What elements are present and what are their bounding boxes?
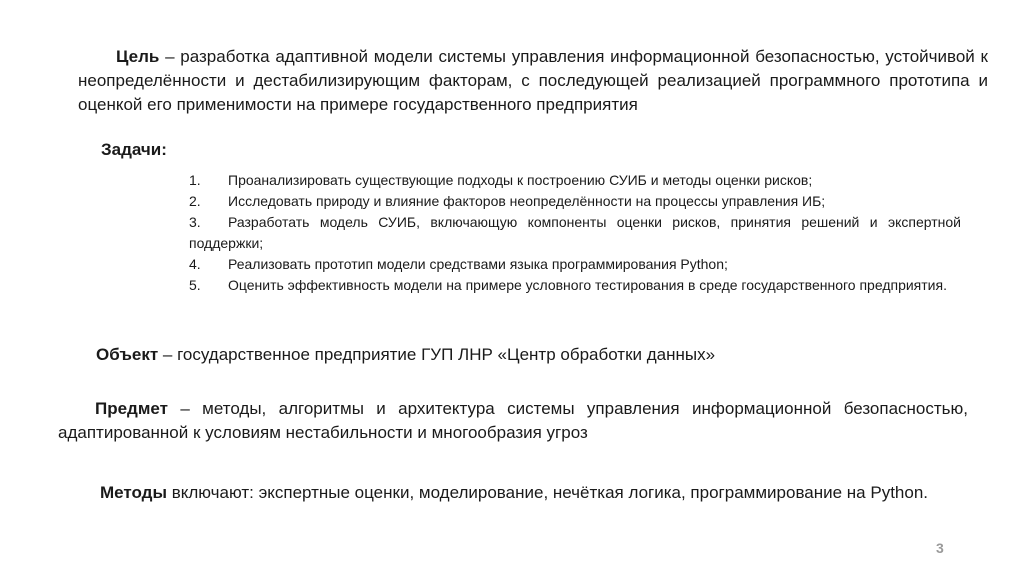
task-text: Разработать модель СУИБ, включающую компоненты оценки рисков, принятия решений и экспертной поддержки; — [189, 214, 961, 251]
task-text: Исследовать природу и влияние факторов неопределённости на процессы управления ИБ; — [228, 193, 826, 209]
page-number: 3 — [936, 540, 944, 556]
methods-paragraph — [100, 481, 980, 505]
task-text: Реализовать прототип модели средствами языка программирования Python; — [228, 256, 728, 272]
task-number: 3. — [189, 214, 201, 230]
tasks-heading: Задачи: — [101, 140, 167, 159]
methods-text: включают: экспертные оценки, моделирование, нечёткая логика, программирование на Python. — [166, 483, 929, 502]
task-item — [189, 191, 961, 212]
goal-label: Цель — [116, 47, 160, 66]
object-text: – государственное предприятие ГУП ЛНР «Центр обработки данных» — [158, 345, 716, 364]
subject-text: – методы, алгоритмы и архитектура системы управления информационной безопасностью, адаптированной к условиям нестабильности и многообразия угроз — [58, 399, 968, 442]
subject-label: Предмет — [95, 399, 168, 418]
methods-label: Методы — [100, 483, 167, 502]
task-number: 2. — [189, 193, 201, 209]
task-item — [189, 254, 961, 275]
task-text: Проанализировать существующие подходы к построению СУИБ и методы оценки рисков; — [228, 172, 813, 188]
task-item — [189, 170, 961, 191]
task-number: 5. — [189, 277, 201, 293]
task-number: 4. — [189, 256, 201, 272]
task-item — [189, 212, 961, 254]
object-label: Объект — [96, 345, 159, 364]
subject-paragraph — [58, 397, 968, 445]
task-number: 1. — [189, 172, 201, 188]
task-item — [189, 275, 961, 296]
tasks-list — [189, 170, 961, 296]
object-paragraph — [96, 343, 976, 367]
goal-paragraph — [78, 45, 988, 117]
goal-text: – разработка адаптивной модели системы управления информационной безопасностью, устойчивой к неопределённости и дестабилизирующим факторам, с последующей реализацией программного прототипа и оценкой его применимости на примере государственного предприятия — [78, 47, 988, 114]
task-text: Оценить эффективность модели на примере условного тестирования в среде государственного предприятия. — [228, 277, 947, 293]
